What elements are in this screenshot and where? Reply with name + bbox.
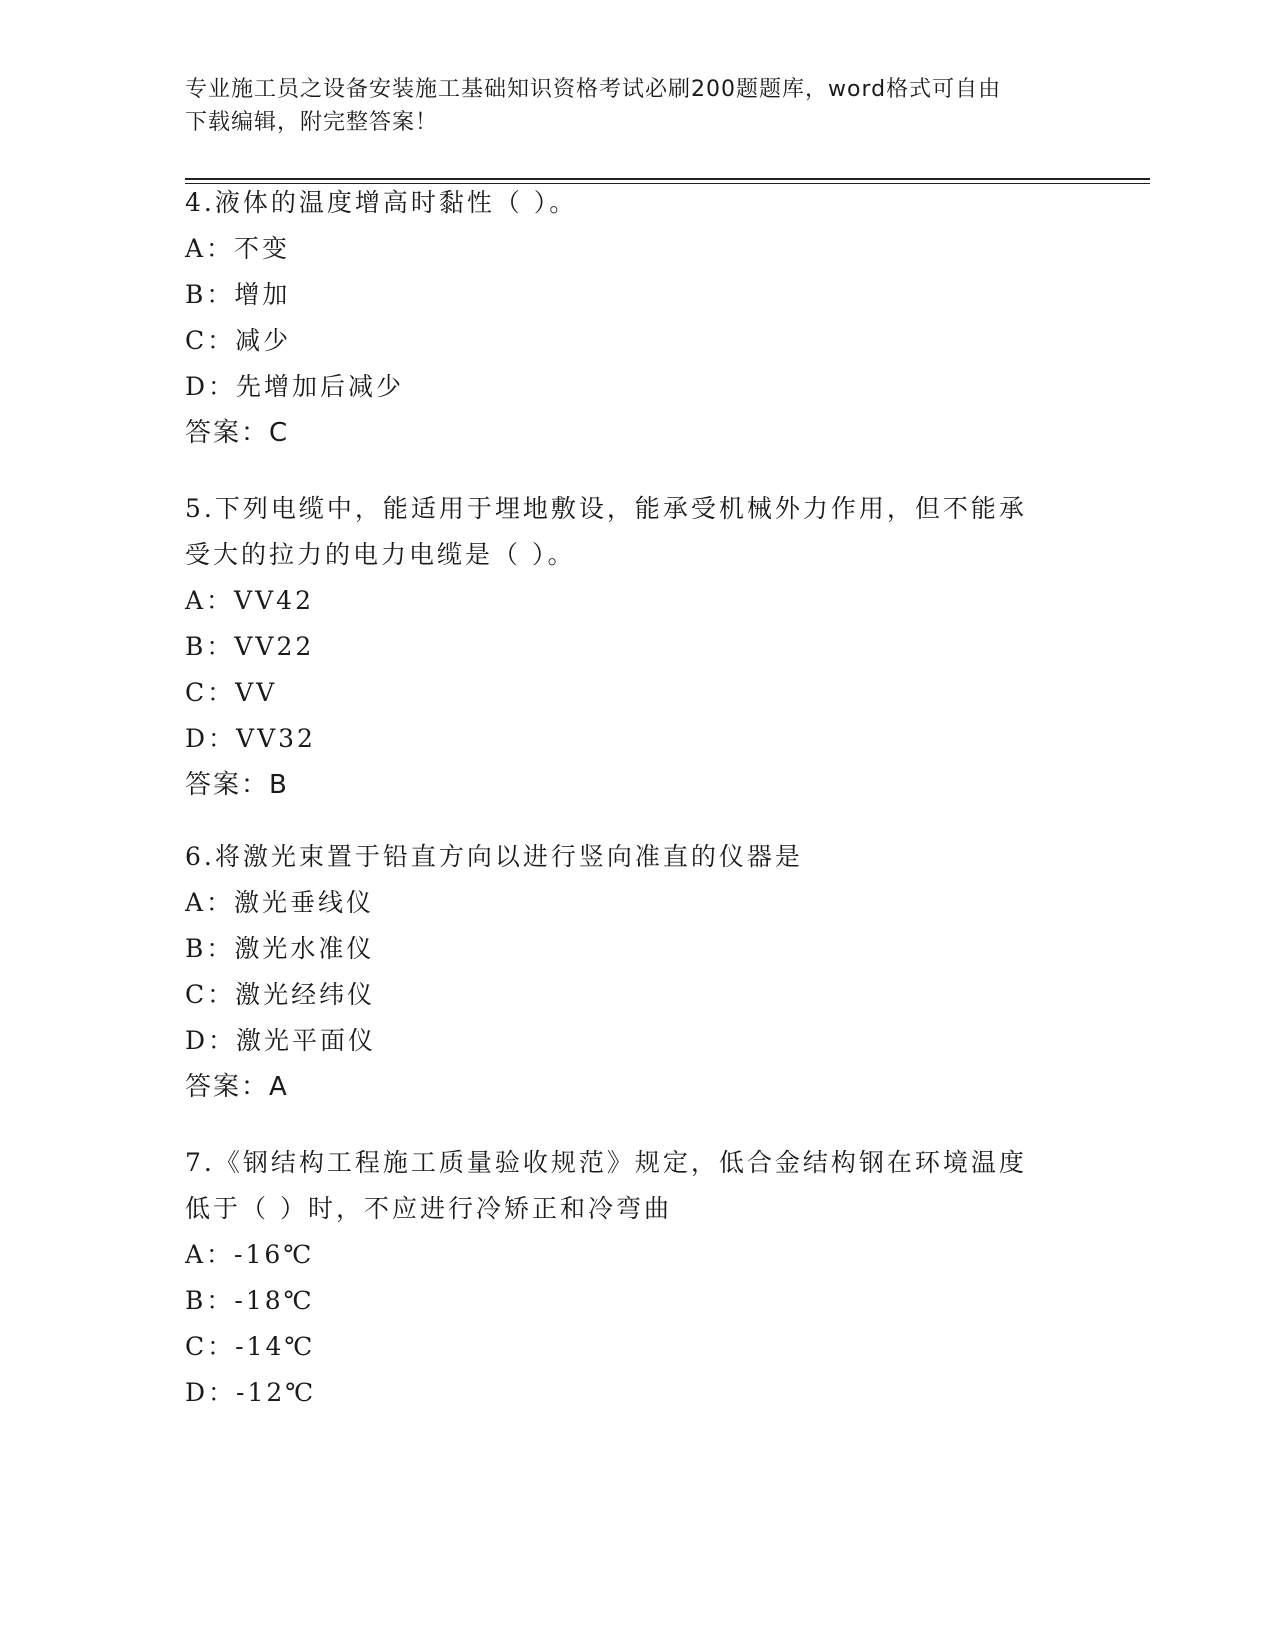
answer: 答案：C — [185, 418, 290, 448]
option-d: D：激光平面仪 — [185, 1026, 377, 1055]
option-c: C：-14℃ — [185, 1332, 316, 1361]
option-a: A：不变 — [185, 234, 291, 263]
option-c: C：减少 — [185, 326, 292, 355]
answer: 答案：A — [185, 1072, 289, 1102]
question-stem-line-2: 低于（ ）时，不应进行冷矫正和冷弯曲 — [185, 1194, 672, 1223]
option-a: A：-16℃ — [185, 1240, 315, 1269]
option-d: D：先增加后减少 — [185, 372, 405, 401]
question-stem: 6.将激光束置于铅直方向以进行竖向准直的仪器是 — [185, 842, 803, 871]
option-b: B：增加 — [185, 280, 291, 309]
option-d: D：VV32 — [185, 724, 316, 753]
option-d: D：-12℃ — [185, 1378, 317, 1407]
question-6 — [185, 834, 1045, 1110]
answer: 答案：B — [185, 770, 289, 800]
option-b: B：-18℃ — [185, 1286, 315, 1315]
option-c: C：激光经纬仪 — [185, 980, 376, 1009]
document-header — [185, 73, 1085, 139]
question-stem: 4.液体的温度增高时黏性（ ）。 — [185, 188, 578, 217]
question-4 — [185, 180, 1045, 456]
question-7 — [185, 1140, 1045, 1416]
header-line-2: 下载编辑，附完整答案！ — [185, 110, 439, 135]
option-b: B：VV22 — [185, 632, 315, 661]
option-a: A：VV42 — [185, 586, 314, 615]
option-c: C：VV — [185, 678, 278, 707]
option-b: B：激光水准仪 — [185, 934, 375, 963]
question-5 — [185, 486, 1045, 808]
question-stem-line-1: 7.《钢结构工程施工质量验收规范》规定，低合金结构钢在环境温度 — [185, 1148, 1027, 1177]
option-a: A：激光垂线仪 — [185, 888, 375, 917]
question-stem-line-2: 受大的拉力的电力电缆是（ ）。 — [185, 540, 576, 569]
question-stem-line-1: 5.下列电缆中，能适用于埋地敷设，能承受机械外力作用，但不能承 — [185, 494, 1027, 523]
header-line-1: 专业施工员之设备安装施工基础知识资格考试必刷200题题库，word格式可自由 — [185, 77, 1002, 102]
